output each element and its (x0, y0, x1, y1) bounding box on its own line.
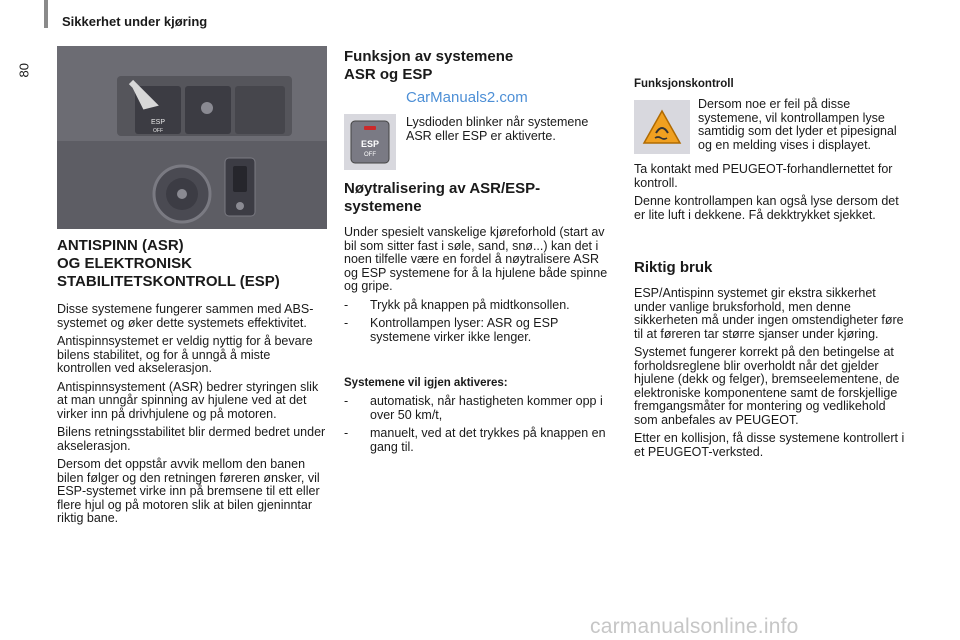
middle-title-line: Funksjon av systemene (344, 48, 514, 65)
esp-button-icon (350, 120, 390, 164)
page-number: 80 (16, 63, 32, 78)
reactivate-title: Systemene vil igjen aktiveres: (344, 377, 508, 389)
left-paragraph: Antispinnsystemet er veldig nyttig for å bevare bilens stabilitet, og for å unngå å miste kontrollen ved akselerasjon. (57, 334, 313, 375)
bullet-item: - Kontrollampen lyser: ASR og ESP systemene virker ikke lenger. (344, 317, 609, 344)
esp-warning-icon (642, 109, 682, 145)
bullet-text: manuelt, ved at det trykkes på knappen en gang til. (370, 426, 606, 454)
usage-paragraph: Etter en kollisjon, få disse systemene kontrollert i et PEUGEOT-verksted. (634, 431, 905, 459)
right-column (634, 78, 908, 464)
usage-paragraph: ESP/Antispinn systemet gir ekstra sikkerhet under vanlige bruksforhold, men denne sikkerheten må under ingen omstendigheter føre til at føreren tar større sjanser under kjøring. (634, 286, 904, 341)
dashboard-photo (57, 46, 327, 229)
warning-lamp-image (634, 100, 690, 154)
bullet-item: - manuelt, ved at det trykkes på knappen en gang til. (344, 427, 609, 454)
esp-button-label: ESP (360, 139, 380, 149)
usage-title: Riktig bruk (634, 259, 713, 276)
esp-button-sub: OFF (364, 152, 376, 158)
right-paragraph: Denne kontrollampen kan også lyse dersom det er lite luft i dekkene. Få dekktrykket sjekket. (634, 194, 899, 222)
right-paragraph: Ta kontakt med PEUGEOT-forhandlernettet for kontroll. (634, 162, 893, 190)
bullet-item: - Trykk på knappen på midtkonsollen. (344, 297, 570, 312)
left-title-line: OG ELEKTRONISK (57, 255, 193, 272)
warning-info (634, 97, 908, 157)
bullet-text: automatisk, når hastigheten kommer opp i over 50 km/t, (370, 394, 603, 422)
left-title-line: ANTISPINN (ASR) (57, 237, 184, 254)
middle-column (344, 48, 609, 459)
photo-esp-label: ESP (150, 119, 166, 126)
left-title (57, 237, 327, 291)
section2-text: Under spesielt vanskelige kjøreforhold (start av bil som sitter fast i søle, sand, snø...) kan det i noen tilfelle være en fordel å nøytralisere ASR og ESP systemene for å la hjulene både spinne og gripe. (344, 225, 608, 293)
bullet-item: - automatisk, når hastigheten kommer opp i over 50 km/t, (344, 395, 609, 422)
left-paragraph: Dersom det oppstår avvik mellom den banen bilen følger og den retningen føreren ønsker, vil ESP-systemet virke inn på bremsene til ett eller flere hjul og på motoren slik at bilen gjeninntar riktig bane. (57, 457, 320, 525)
left-paragraph: Antispinnsystement (ASR) bedrer styringen slik at man unngår spinning av hjulene ved at det virker inn på drivhjulene og på motoren. (57, 379, 319, 421)
section2-title (344, 180, 609, 216)
middle-title-line: ASR og ESP (344, 66, 433, 83)
left-paragraph: Bilens retningsstabilitet blir dermed bedret under akselerasjon. (57, 425, 326, 453)
warning-text: Dersom noe er feil på disse systemene, vil kontrollampen lyse samtidig som det lyder et pipesignal og en melding vises i displayet. (698, 97, 897, 152)
left-title-line: STABILITETSKONTROLL (ESP) (57, 273, 280, 290)
esp-button-image (344, 114, 396, 170)
dashboard-illustration (57, 46, 327, 229)
left-column (57, 237, 327, 531)
section2-title-line: Nøytralisering av ASR/ESP- (344, 180, 541, 197)
watermark-top: CarManuals2.com (406, 89, 528, 106)
section2-title-line: systemene (344, 198, 422, 215)
function-check-title: Funksjonskontroll (634, 78, 734, 90)
led-text: Lysdioden blinker når systemene ASR eller ESP er aktiverte. (406, 115, 589, 143)
photo-off-label: OFF (153, 128, 163, 134)
led-info (344, 114, 609, 170)
bullet-text: Trykk på knappen på midtkonsollen. (370, 297, 570, 312)
bullet-text: Kontrollampen lyser: ASR og ESP systemene virker ikke lenger. (370, 316, 559, 344)
header-divider (44, 0, 48, 28)
left-paragraph: Disse systemene fungerer sammen med ABS-systemet og øker dette systemets effektivitet. (57, 302, 314, 330)
watermark-bottom: carmanualsonline.info (590, 615, 799, 638)
usage-paragraph: Systemet fungerer korrekt på den betingelse at forholdsreglene blir overholdt når det gjelder hjulene (dekk og felger), bremseelementene, de elektroniske komponentene samt de forskjellige fremgangsmåter for montering og vedlikehold som anbefales av PEUGEOT. (634, 345, 900, 427)
page-margin (0, 0, 44, 640)
middle-title (344, 48, 609, 84)
section-header: Sikkerhet under kjøring (62, 14, 208, 29)
